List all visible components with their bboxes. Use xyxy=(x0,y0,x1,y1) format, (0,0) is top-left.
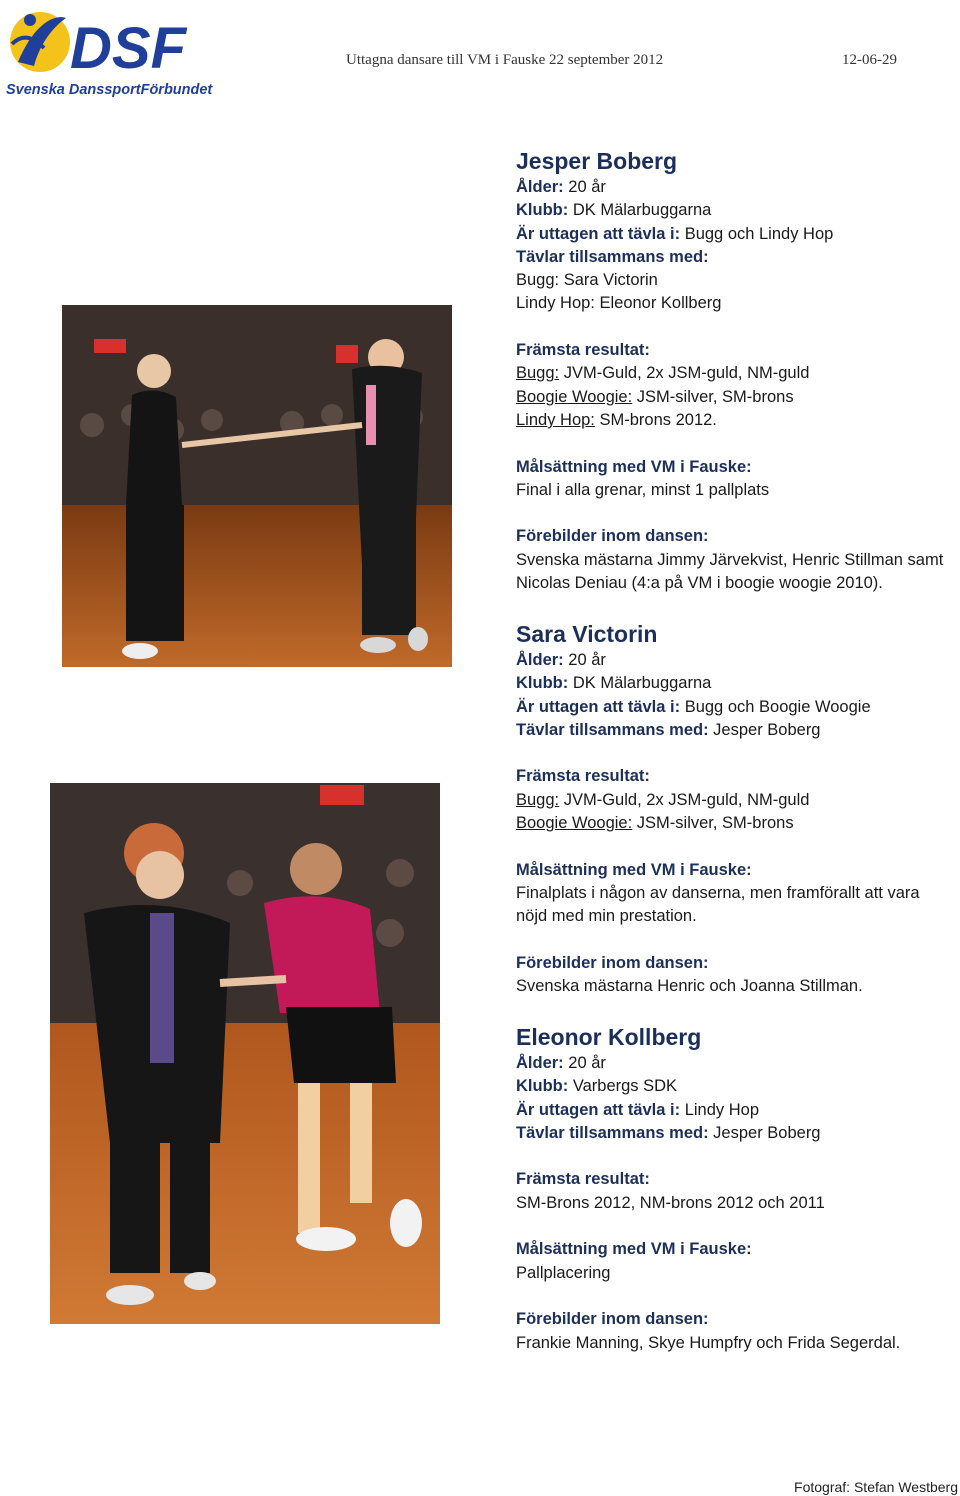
svg-text:Svenska DanssportFörbundet: Svenska DanssportFörbundet xyxy=(6,82,213,98)
selected-row xyxy=(516,223,956,246)
svg-text:DSF: DSF xyxy=(70,16,186,81)
profile-sara-victorin xyxy=(516,619,956,998)
age-row xyxy=(516,649,956,672)
result-text: JSM-silver, SM-brons xyxy=(636,387,794,406)
partner-value: Jesper Boberg xyxy=(713,1123,821,1142)
club-label: Klubb: xyxy=(516,201,569,220)
results-label: Främsta resultat: xyxy=(516,1170,650,1189)
club-label: Klubb: xyxy=(516,1077,569,1096)
partners-label: Tävlar tillsammans med: xyxy=(516,1123,709,1142)
result-row xyxy=(516,812,956,835)
goal-text: Pallplacering xyxy=(516,1263,611,1282)
profile-eleonor-kollberg xyxy=(516,1022,956,1355)
result-discipline: Boogie Woogie: xyxy=(516,814,633,833)
age-row xyxy=(516,1052,956,1075)
document-title: Uttagna dansare till VM i Fauske 22 september 2012 xyxy=(346,52,664,68)
result-text: JVM-Guld, 2x JSM-guld, NM-guld xyxy=(563,364,810,383)
club-row xyxy=(516,672,956,695)
partners-label: Tävlar tillsammans med: xyxy=(516,720,709,739)
idols-text: Nicolas Deniau (4:a på VM i boogie woogie 2010). xyxy=(516,574,883,593)
result-discipline: Bugg: xyxy=(516,790,560,809)
idols-label: Förebilder inom dansen: xyxy=(516,953,709,972)
profile-jesper-boberg xyxy=(516,146,956,595)
age-value: 20 år xyxy=(568,178,606,196)
goal-label: Målsättning med VM i Fauske: xyxy=(516,860,752,879)
idols-label: Förebilder inom dansen: xyxy=(516,1310,709,1329)
age-row xyxy=(516,176,956,199)
photo-credit: Fotograf: Stefan Westberg xyxy=(794,1479,958,1495)
selected-row xyxy=(516,1099,956,1122)
result-discipline: Bugg: xyxy=(516,364,560,383)
results-label: Främsta resultat: xyxy=(516,341,650,360)
result-row xyxy=(516,789,956,812)
idols-text: Frankie Manning, Skye Humpfry och Frida Segerdal. xyxy=(516,1333,901,1352)
age-label: Ålder: xyxy=(516,1054,564,1072)
club-value: DK Mälarbuggarna xyxy=(572,201,712,220)
club-value: Varbergs SDK xyxy=(572,1077,678,1096)
result-text: JSM-silver, SM-brons xyxy=(636,814,794,833)
result-text: SM-brons 2012. xyxy=(599,410,717,429)
result-row xyxy=(516,362,956,385)
age-label: Ålder: xyxy=(516,651,564,669)
goal-text: Finalplats i någon av danserna, men framförallt att vara xyxy=(516,883,920,902)
partners-label: Tävlar tillsammans med: xyxy=(516,247,709,266)
partners-row xyxy=(516,719,956,742)
profile-name: Jesper Boberg xyxy=(516,148,678,174)
result-row xyxy=(516,409,956,432)
partner-line: Bugg: Sara Victorin xyxy=(516,271,658,290)
result-discipline: Lindy Hop: xyxy=(516,410,595,429)
selected-value: Bugg och Boogie Woogie xyxy=(684,697,871,716)
selected-row xyxy=(516,696,956,719)
dsf-logo xyxy=(4,4,224,100)
goal-text: Final i alla grenar, minst 1 pallplats xyxy=(516,480,770,499)
profile-name: Eleonor Kollberg xyxy=(516,1024,702,1050)
selected-label: Är uttagen att tävla i: xyxy=(516,1100,681,1119)
club-label: Klubb: xyxy=(516,674,569,693)
idols-label: Förebilder inom dansen: xyxy=(516,527,709,546)
club-row xyxy=(516,1075,956,1098)
results-label: Främsta resultat: xyxy=(516,767,650,786)
selected-label: Är uttagen att tävla i: xyxy=(516,224,681,243)
selected-label: Är uttagen att tävla i: xyxy=(516,697,681,716)
profile-name: Sara Victorin xyxy=(516,621,658,647)
partner-line: Lindy Hop: Eleonor Kollberg xyxy=(516,294,722,313)
results-text: SM-Brons 2012, NM-brons 2012 och 2011 xyxy=(516,1193,825,1212)
document-date: 12-06-29 xyxy=(842,52,897,68)
result-text: JVM-Guld, 2x JSM-guld, NM-guld xyxy=(563,790,810,809)
photo-jesper-sara xyxy=(62,305,452,667)
goal-label: Målsättning med VM i Fauske: xyxy=(516,1240,752,1259)
partner-value: Jesper Boberg xyxy=(713,720,821,739)
result-discipline: Boogie Woogie: xyxy=(516,387,633,406)
age-value: 20 år xyxy=(568,1054,606,1072)
partners-row xyxy=(516,1122,956,1145)
goal-label: Målsättning med VM i Fauske: xyxy=(516,457,752,476)
club-row xyxy=(516,199,956,222)
club-value: DK Mälarbuggarna xyxy=(572,674,712,693)
age-label: Ålder: xyxy=(516,178,564,196)
idols-text: Svenska mästarna Jimmy Järvekvist, Henric Stillman samt xyxy=(516,550,944,569)
idols-text: Svenska mästarna Henric och Joanna Stillman. xyxy=(516,977,863,996)
photo-jesper-sara-2 xyxy=(50,783,440,1324)
age-value: 20 år xyxy=(568,651,606,669)
selected-value: Bugg och Lindy Hop xyxy=(684,224,834,243)
goal-text: nöjd med min prestation. xyxy=(516,907,697,926)
result-row xyxy=(516,386,956,409)
selected-value: Lindy Hop xyxy=(684,1100,760,1119)
